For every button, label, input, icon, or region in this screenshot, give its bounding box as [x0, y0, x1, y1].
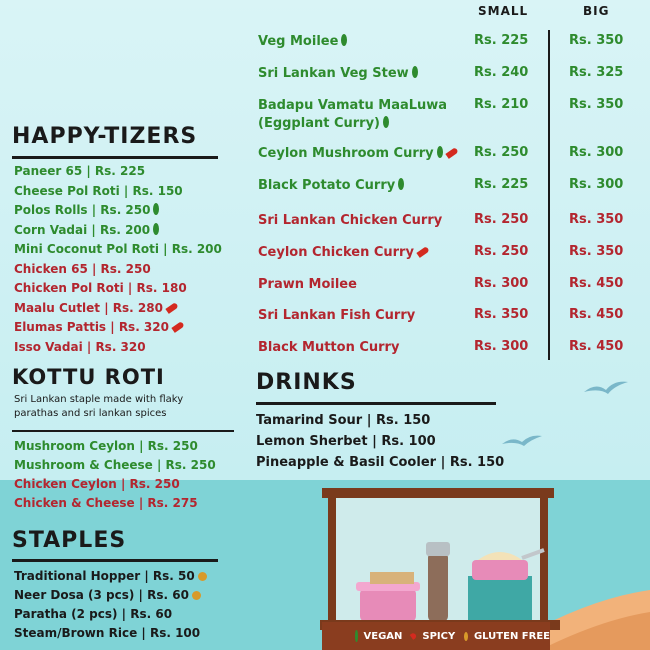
list-item: [14, 320, 184, 334]
curry-item: [258, 66, 418, 81]
list-item: [14, 607, 172, 621]
item-text: Maalu Cutlet | Rs. 280: [14, 300, 163, 315]
item-text: Sri Lankan Fish Curry: [258, 308, 416, 323]
item-text: Mushroom Ceylon | Rs. 250: [14, 439, 198, 453]
item-text: Chicken Pol Roti | Rs. 180: [14, 281, 187, 295]
item-text: Black Potato Curry: [258, 178, 396, 193]
list-item: [14, 203, 159, 217]
item-text: Ceylon Chicken Curry: [258, 245, 414, 260]
chili-icon: [171, 321, 184, 333]
price-big: Rs. 300: [569, 177, 624, 192]
price-small: Rs. 250: [474, 244, 529, 259]
list-item: [256, 434, 436, 449]
leaf-icon: [398, 178, 404, 190]
price-small: Rs. 300: [474, 276, 529, 291]
curry-item: [258, 146, 458, 161]
legend-vegan: VEGAN: [363, 630, 403, 642]
item-text: (Eggplant Curry): [258, 116, 380, 131]
item-text: Chicken & Cheese | Rs. 275: [14, 496, 198, 510]
leaf-icon: [341, 34, 347, 46]
price-small: Rs. 210: [474, 97, 529, 112]
item-text: Sri Lankan Veg Stew: [258, 66, 409, 81]
item-text: Traditional Hopper | Rs. 50: [14, 569, 195, 583]
section-rule: [12, 156, 218, 159]
section-title-kottu: KOTTU ROTI: [12, 365, 165, 389]
section-title-happytizers: HAPPY-TIZERS: [12, 124, 198, 149]
item-text: Polos Rolls | Rs. 250: [14, 203, 151, 217]
leaf-icon: [153, 223, 159, 235]
leaf-icon: [153, 203, 159, 215]
item-text: Lemon Sherbet | Rs. 100: [256, 434, 436, 449]
curry-item: [258, 178, 404, 193]
section-rule: [12, 430, 234, 432]
item-text: Chicken Ceylon | Rs. 250: [14, 477, 180, 491]
chili-icon: [416, 246, 429, 258]
column-header-small: SMALL: [478, 4, 529, 18]
price-small: Rs. 350: [474, 307, 529, 322]
gluten-free-icon: [198, 572, 207, 581]
gluten-free-icon: [192, 591, 201, 600]
list-item: [14, 458, 216, 472]
legend-gluten-free: GLUTEN FREE: [473, 630, 550, 642]
leaf-icon: [355, 630, 358, 642]
item-text: Chicken 65 | Rs. 250: [14, 261, 151, 276]
curry-item: [258, 245, 429, 260]
section-title-drinks: DRINKS: [256, 370, 357, 395]
list-item: [14, 569, 207, 583]
price-big: Rs. 350: [569, 33, 624, 48]
price-small: Rs. 250: [474, 212, 529, 227]
list-item: [256, 413, 430, 428]
chili-icon: [445, 147, 458, 159]
price-big: Rs. 300: [569, 145, 624, 160]
chili-icon: [410, 632, 418, 640]
item-text: Badapu Vamatu MaaLuwa: [258, 98, 448, 113]
curry-item: [258, 213, 442, 228]
item-text: Sri Lankan Chicken Curry: [258, 213, 443, 228]
list-item: [14, 301, 178, 315]
item-text: Paneer 65 | Rs. 225: [14, 164, 146, 178]
price-small: Rs. 225: [474, 33, 529, 48]
price-big: Rs. 450: [569, 339, 624, 354]
item-text: Tamarind Sour | Rs. 150: [256, 413, 431, 428]
list-item: [14, 242, 222, 256]
curry-item-line2: [258, 116, 389, 131]
item-text: Veg Moilee: [258, 34, 339, 49]
curry-item: [258, 308, 415, 323]
price-big: Rs. 350: [569, 244, 624, 259]
price-big: Rs. 325: [569, 65, 624, 80]
list-item: [14, 281, 187, 295]
item-text: Isso Vadai | Rs. 320: [14, 339, 146, 354]
item-text: Cheese Pol Roti | Rs. 150: [14, 183, 183, 198]
kottu-description-line1: Sri Lankan staple made with flaky: [14, 394, 184, 405]
section-rule: [12, 559, 218, 562]
list-item: [14, 262, 151, 276]
item-text: Elumas Pattis | Rs. 320: [14, 320, 169, 334]
curry-item: [258, 34, 347, 49]
kottu-description-line2: parathas and sri lankan spices: [14, 408, 167, 419]
price-big: Rs. 450: [569, 276, 624, 291]
item-text: Corn Vadai | Rs. 200: [14, 222, 151, 237]
dietary-legend: [322, 622, 550, 650]
item-text: Steam/Brown Rice | Rs. 100: [14, 626, 201, 640]
bird-icon: [582, 378, 630, 398]
item-text: Ceylon Mushroom Curry: [258, 146, 434, 161]
curry-item: [258, 98, 447, 113]
item-text: Mushroom & Cheese | Rs. 250: [14, 458, 216, 472]
curry-item: [258, 277, 357, 292]
section-rule: [256, 402, 496, 405]
column-header-big: BIG: [583, 4, 610, 18]
list-item: [14, 588, 201, 602]
price-small: Rs. 250: [474, 145, 529, 160]
price-big: Rs. 350: [569, 212, 624, 227]
list-item: [14, 626, 200, 640]
item-text: Pineapple & Basil Cooler | Rs. 150: [256, 455, 505, 470]
list-item: [14, 496, 198, 510]
chili-icon: [165, 302, 178, 314]
section-title-staples: STAPLES: [12, 528, 127, 553]
price-big: Rs. 350: [569, 97, 624, 112]
price-column-divider: [548, 30, 550, 360]
list-item: [14, 184, 183, 198]
list-item: [14, 340, 146, 354]
leaf-icon: [412, 66, 418, 78]
price-big: Rs. 450: [569, 307, 624, 322]
price-small: Rs. 300: [474, 339, 529, 354]
list-item: [14, 439, 198, 453]
leaf-icon: [437, 146, 443, 158]
leaf-icon: [383, 116, 389, 128]
item-text: Mini Coconut Pol Roti | Rs. 200: [14, 242, 222, 256]
item-text: Prawn Moilee: [258, 277, 357, 292]
curry-item: [258, 340, 399, 355]
item-text: Paratha (2 pcs) | Rs. 60: [14, 607, 173, 621]
bird-icon: [500, 432, 544, 450]
price-small: Rs. 225: [474, 177, 529, 192]
list-item: [14, 164, 145, 178]
item-text: Black Mutton Curry: [258, 340, 400, 355]
price-small: Rs. 240: [474, 65, 529, 80]
list-item: [14, 477, 180, 491]
item-text: Neer Dosa (3 pcs) | Rs. 60: [14, 588, 189, 602]
list-item: [14, 223, 159, 237]
gluten-free-icon: [464, 632, 468, 641]
legend-spicy: SPICY: [422, 630, 456, 642]
list-item: [256, 455, 504, 470]
